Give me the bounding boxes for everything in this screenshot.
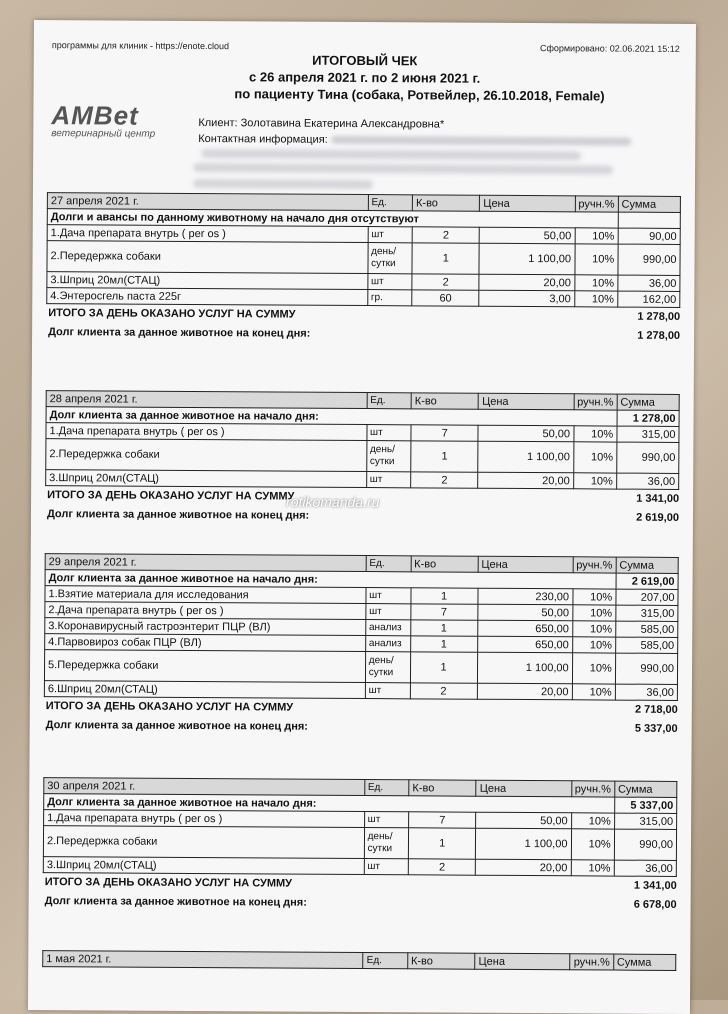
document-title [34, 50, 696, 105]
item-unit: шт [366, 588, 411, 604]
item-sum: 585,00 [615, 621, 677, 637]
col-price: Цена [480, 195, 575, 212]
day-total [48, 307, 681, 323]
item-sum: 315,00 [617, 426, 679, 442]
item-unit: день/ сутки [368, 243, 413, 274]
item-price: 50,00 [477, 604, 572, 621]
col-unit: Ед. [363, 953, 407, 969]
contact-info [198, 131, 631, 150]
item-name: 4.Парвовироз собак ПЦР (ВЛ) [45, 634, 366, 652]
item-unit: шт [366, 472, 411, 488]
item-qty: 7 [411, 425, 478, 441]
item-qty: 2 [408, 859, 475, 875]
title-patient: по пациенту Тина (собака, Ротвейлер, 26.10.2018, Female) [234, 86, 605, 104]
col-sum: Сумма [616, 557, 678, 573]
table-row [46, 470, 679, 490]
item-unit: шт [364, 812, 409, 828]
item-unit: день/ сутки [365, 652, 410, 683]
item-price: 50,00 [476, 812, 571, 829]
day-total [45, 700, 678, 716]
item-pct: 10% [571, 829, 614, 860]
item-qty: 1 [409, 828, 476, 859]
col-qty: К-во [407, 953, 475, 969]
logo-text: AMBet [51, 100, 139, 131]
col-pct: ручн.% [573, 557, 616, 573]
debt-label: Долг клиента за данное животное на конец дня: [44, 895, 307, 909]
item-unit: шт [364, 859, 409, 875]
item-price: 1 100,00 [479, 243, 574, 275]
item-sum: 315,00 [616, 605, 678, 621]
item-name: 1.Дача препарата внутрь ( per os ) [44, 810, 365, 828]
item-name: 3.Коронавирусный гастроэнтерит ПЦР (ВЛ) [45, 618, 366, 636]
col-pct: ручн.% [570, 954, 613, 970]
day-date: 1 мая 2021 г. [43, 951, 363, 969]
item-sum: 36,00 [614, 860, 676, 876]
item-unit: шт [367, 425, 412, 441]
item-name: 2.Передержка собаки [43, 826, 364, 859]
item-price: 650,00 [477, 620, 572, 637]
redacted-contact [331, 136, 631, 146]
item-unit: шт [365, 683, 410, 699]
item-name: 1.Дача препарата внутрь ( per os ) [47, 225, 368, 243]
opening-value [618, 212, 680, 228]
item-pct: 10% [574, 244, 617, 275]
day-table [42, 950, 676, 971]
table-row [46, 439, 679, 474]
item-qty: 2 [412, 227, 479, 243]
item-pct: 10% [573, 442, 616, 473]
item-sum: 990,00 [614, 829, 677, 860]
item-price: 1 100,00 [476, 828, 571, 860]
col-qty: К-во [409, 780, 476, 796]
opening-label: Долг клиента за данное животное на начало дня: [46, 407, 617, 426]
item-qty: 1 [412, 243, 480, 274]
day-date: 30 апреля 2021 г. [44, 778, 365, 796]
item-qty: 1 [410, 620, 477, 636]
item-sum: 36,00 [618, 275, 680, 291]
redacted-line-3 [193, 179, 373, 189]
item-name: 3.Шприц 20мл(СТАЦ) [46, 470, 367, 488]
table-row [43, 826, 676, 861]
item-sum: 90,00 [618, 228, 680, 244]
software-note: программы для клиник - https://enote.cloud [51, 40, 230, 52]
total-value: 1 278,00 [637, 310, 681, 323]
col-sum: Сумма [618, 196, 680, 212]
total-label: ИТОГО ЗА ДЕНЬ ОКАЗАНО УСЛУГ НА СУММУ [45, 700, 294, 714]
watermark: rotikomanda.ru [286, 493, 380, 511]
item-name: 4.Энтеросгель паста 225г [47, 288, 368, 306]
day-table [44, 553, 679, 701]
item-unit: день/ сутки [364, 828, 409, 859]
item-qty: 2 [411, 472, 478, 488]
item-price: 50,00 [480, 227, 575, 244]
col-price: Цена [479, 393, 574, 410]
col-price: Цена [478, 556, 573, 573]
col-unit: Ед. [367, 393, 412, 409]
item-sum: 207,00 [616, 589, 678, 605]
item-sum: 162,00 [617, 291, 679, 307]
item-price: 20,00 [476, 859, 571, 876]
day-debt [45, 719, 678, 735]
day-date: 28 апреля 2021 г. [46, 391, 367, 409]
item-pct: 10% [573, 426, 616, 442]
item-pct: 10% [574, 275, 617, 291]
opening-label: Долги и авансы по данному животному на начало дня отсутствуют [47, 209, 618, 228]
total-value: 1 341,00 [636, 492, 680, 505]
clinic-logo [51, 100, 191, 140]
col-price: Цена [476, 780, 571, 797]
day-table [45, 390, 680, 490]
item-name: 6.Шприц 20мл(СТАЦ) [44, 681, 365, 699]
col-sum: Сумма [614, 781, 676, 797]
item-unit: анализ [365, 620, 410, 636]
client-name: Клиент: Золотавина Екатерина Александровна* [198, 117, 445, 131]
item-price: 20,00 [479, 274, 574, 291]
item-pct: 10% [573, 473, 616, 489]
item-unit: анализ [365, 636, 410, 652]
client-info [198, 115, 631, 150]
table-row [44, 650, 677, 685]
item-pct: 10% [575, 228, 618, 244]
title-period: с 26 апреля 2021 г. по 2 июня 2021 г. [249, 69, 481, 86]
logo-subtitle: ветеринарный центр [51, 128, 156, 140]
redacted-line-2 [193, 163, 613, 175]
item-name: 2.Передержка собаки [47, 241, 368, 274]
opening-value: 2 619,00 [616, 573, 678, 589]
item-qty: 1 [410, 588, 477, 604]
day-debt [44, 895, 677, 911]
debt-value: 1 278,00 [637, 329, 681, 342]
item-pct: 10% [572, 621, 615, 637]
table-row [47, 241, 680, 276]
col-pct: ручн.% [575, 196, 618, 212]
opening-value: 1 278,00 [617, 410, 679, 426]
total-label: ИТОГО ЗА ДЕНЬ ОКАЗАНО УСЛУГ НА СУММУ [48, 307, 296, 321]
debt-label: Долг клиента за данное животное на конец дня: [46, 508, 310, 522]
col-sum: Сумма [617, 394, 679, 410]
item-name: 5.Передержка собаки [44, 650, 365, 683]
item-sum: 36,00 [616, 473, 678, 489]
col-qty: К-во [411, 393, 478, 409]
item-price: 650,00 [477, 636, 572, 653]
item-pct: 10% [572, 684, 615, 700]
item-pct: 10% [572, 637, 615, 653]
item-price: 20,00 [478, 472, 573, 489]
item-pct: 10% [571, 860, 614, 876]
item-name: 1.Взятие материала для исследования [45, 586, 366, 604]
col-pct: ручн.% [571, 781, 614, 797]
day-debt [48, 326, 681, 342]
day-table [43, 777, 678, 877]
item-name: 2.Передержка собаки [46, 439, 367, 472]
generated-date: Сформировано: 02.06.2021 15:12 [539, 43, 680, 54]
item-pct: 10% [572, 605, 615, 621]
total-label: ИТОГО ЗА ДЕНЬ ОКАЗАНО УСЛУГ НА СУММУ [44, 876, 293, 890]
day-date: 29 апреля 2021 г. [45, 554, 366, 572]
item-pct: 10% [574, 291, 617, 307]
day-table [46, 192, 681, 308]
day-date: 27 апреля 2021 г. [47, 193, 368, 211]
item-qty: 1 [410, 636, 477, 652]
item-price: 1 100,00 [478, 441, 573, 473]
item-sum: 585,00 [615, 637, 677, 653]
item-unit: шт [367, 274, 412, 290]
col-price: Цена [475, 953, 570, 970]
item-qty: 1 [411, 441, 478, 472]
table-row [44, 681, 677, 701]
item-qty: 7 [410, 604, 477, 620]
item-name: 3.Шприц 20мл(СТАЦ) [43, 857, 364, 875]
col-unit: Ед. [366, 556, 411, 572]
table-row [43, 857, 676, 877]
day-total [44, 876, 677, 892]
item-price: 50,00 [478, 425, 573, 442]
opening-label: Долг клиента за данное животное на начало дня: [44, 794, 615, 813]
item-unit: шт [368, 227, 413, 243]
item-unit: шт [366, 604, 411, 620]
item-price: 3,00 [479, 290, 574, 307]
col-pct: ручн.% [574, 394, 617, 410]
item-sum: 36,00 [615, 684, 677, 700]
debt-label: Долг клиента за данное животное на конец дня: [45, 719, 308, 733]
redacted-line-1 [201, 149, 581, 160]
item-pct: 10% [573, 589, 616, 605]
total-label: ИТОГО ЗА ДЕНЬ ОКАЗАНО УСЛУГ НА СУММУ [47, 489, 295, 503]
item-price: 1 100,00 [477, 652, 572, 684]
item-sum: 990,00 [616, 442, 679, 473]
total-value: 2 718,00 [634, 703, 678, 716]
item-pct: 10% [571, 813, 614, 829]
receipt-page [28, 20, 696, 1014]
item-qty: 60 [412, 290, 479, 306]
debt-value: 6 678,00 [633, 898, 677, 911]
contact-label: Контактная информация: [198, 133, 328, 146]
item-name: 3.Шприц 20мл(СТАЦ) [47, 272, 368, 290]
item-name: 1.Дача препарата внутрь ( per os ) [46, 423, 367, 441]
item-qty: 7 [409, 812, 476, 828]
opening-value: 5 337,00 [614, 797, 676, 813]
item-sum: 990,00 [618, 244, 681, 275]
table-header-row [43, 951, 676, 971]
item-price: 20,00 [477, 683, 572, 700]
debt-value: 2 619,00 [636, 511, 680, 524]
item-sum: 315,00 [614, 813, 676, 829]
item-price: 230,00 [478, 588, 573, 605]
debt-label: Долг клиента за данное животное на конец дня: [48, 326, 311, 340]
title-main: ИТОГОВЫЙ ЧЕК [312, 52, 418, 69]
item-unit: день/ сутки [366, 441, 411, 472]
item-unit: гр. [367, 290, 412, 306]
debt-value: 5 337,00 [634, 722, 678, 735]
col-unit: Ед. [364, 780, 409, 796]
item-qty: 2 [412, 274, 479, 290]
total-value: 1 341,00 [633, 879, 677, 892]
col-unit: Ед. [368, 195, 413, 211]
item-qty: 1 [410, 652, 477, 683]
opening-label: Долг клиента за данное животное на начало дня: [45, 570, 616, 589]
col-qty: К-во [412, 195, 479, 211]
col-qty: К-во [411, 556, 478, 572]
col-sum: Сумма [613, 954, 676, 970]
item-name: 2.Дача препарата внутрь ( per os ) [45, 602, 366, 620]
item-sum: 990,00 [615, 653, 677, 684]
item-qty: 2 [410, 683, 477, 699]
table-row [47, 288, 680, 308]
item-pct: 10% [572, 653, 615, 684]
